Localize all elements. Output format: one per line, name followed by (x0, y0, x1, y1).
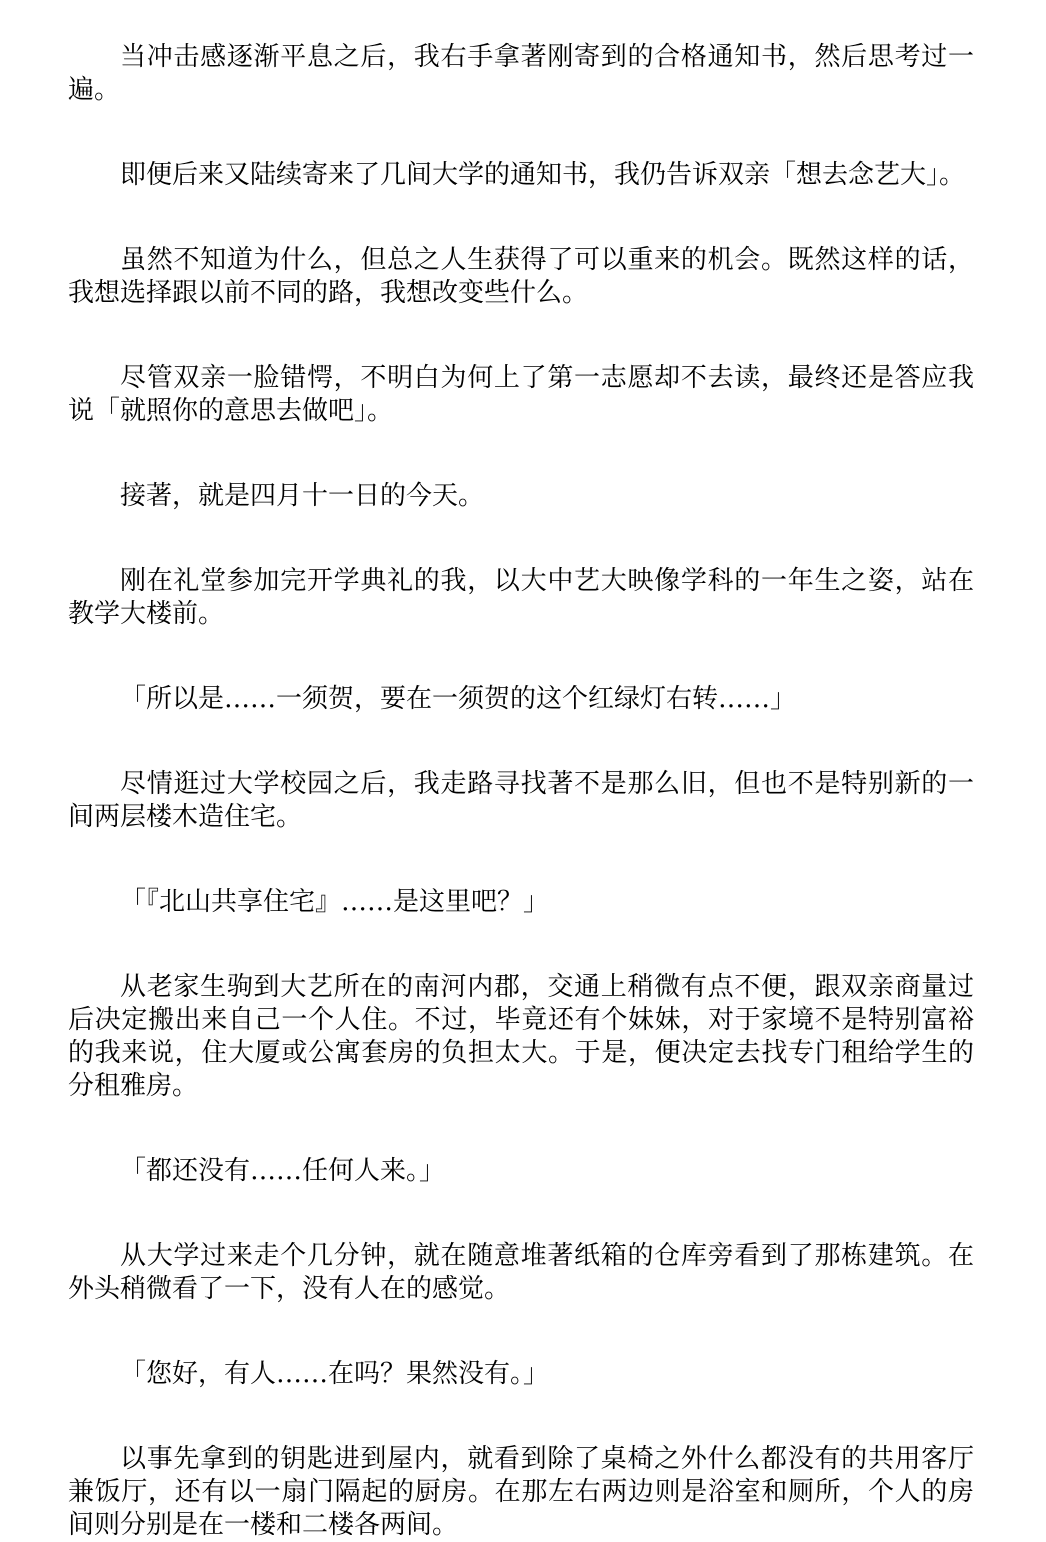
paragraph: 以事先拿到的钥匙进到屋内，就看到除了桌椅之外什么都没有的共用客厅兼饭厅，还有以一扇门隔起的厨房。在那左右两边则是浴室和厕所，个人的房间则分别是在一楼和二楼各两间。 (68, 1444, 974, 1540)
dialogue-paragraph: 「『北山共享住宅』……是这里吧？」 (120, 887, 550, 917)
dialogue-paragraph: 「您好，有人……在吗？果然没有。」 (120, 1359, 550, 1389)
paragraph: 接著，就是四月十一日的今天。 (120, 481, 485, 511)
paragraph: 从大学过来走个几分钟，就在随意堆著纸箱的仓库旁看到了那栋建筑。在外头稍微看了一下，没有人在的感觉。 (68, 1241, 974, 1304)
paragraph: 当冲击感逐渐平息之后，我右手拿著刚寄到的合格通知书，然后思考过一遍。 (68, 42, 974, 105)
dialogue-paragraph: 「都还没有……任何人来。」 (120, 1156, 446, 1186)
paragraph: 尽情逛过大学校园之后，我走路寻找著不是那么旧，但也不是特别新的一间两层楼木造住宅。 (68, 769, 974, 832)
paragraph: 从老家生驹到大艺所在的南河内郡，交通上稍微有点不便，跟双亲商量过后决定搬出来自己一个人住。不过，毕竟还有个妹妹，对于家境不是特别富裕的我来说，住大厦或公寓套房的负担太大。于是，便决定去找专门租给学生的分租雅房。 (68, 972, 974, 1101)
paragraph: 尽管双亲一脸错愕，不明白为何上了第一志愿却不去读，最终还是答应我说「就照你的意思去做吧」。 (68, 363, 974, 426)
paragraph: 刚在礼堂参加完开学典礼的我，以大中艺大映像学科的一年生之姿，站在教学大楼前。 (68, 566, 974, 629)
paragraph: 虽然不知道为什么，但总之人生获得了可以重来的机会。既然这样的话，我想选择跟以前不同的路，我想改变些什么。 (68, 245, 974, 308)
dialogue-paragraph: 「所以是……一须贺，要在一须贺的这个红绿灯右转……」 (120, 684, 797, 714)
paragraph: 即便后来又陆续寄来了几间大学的通知书，我仍告诉双亲「想去念艺大」。 (120, 160, 966, 190)
